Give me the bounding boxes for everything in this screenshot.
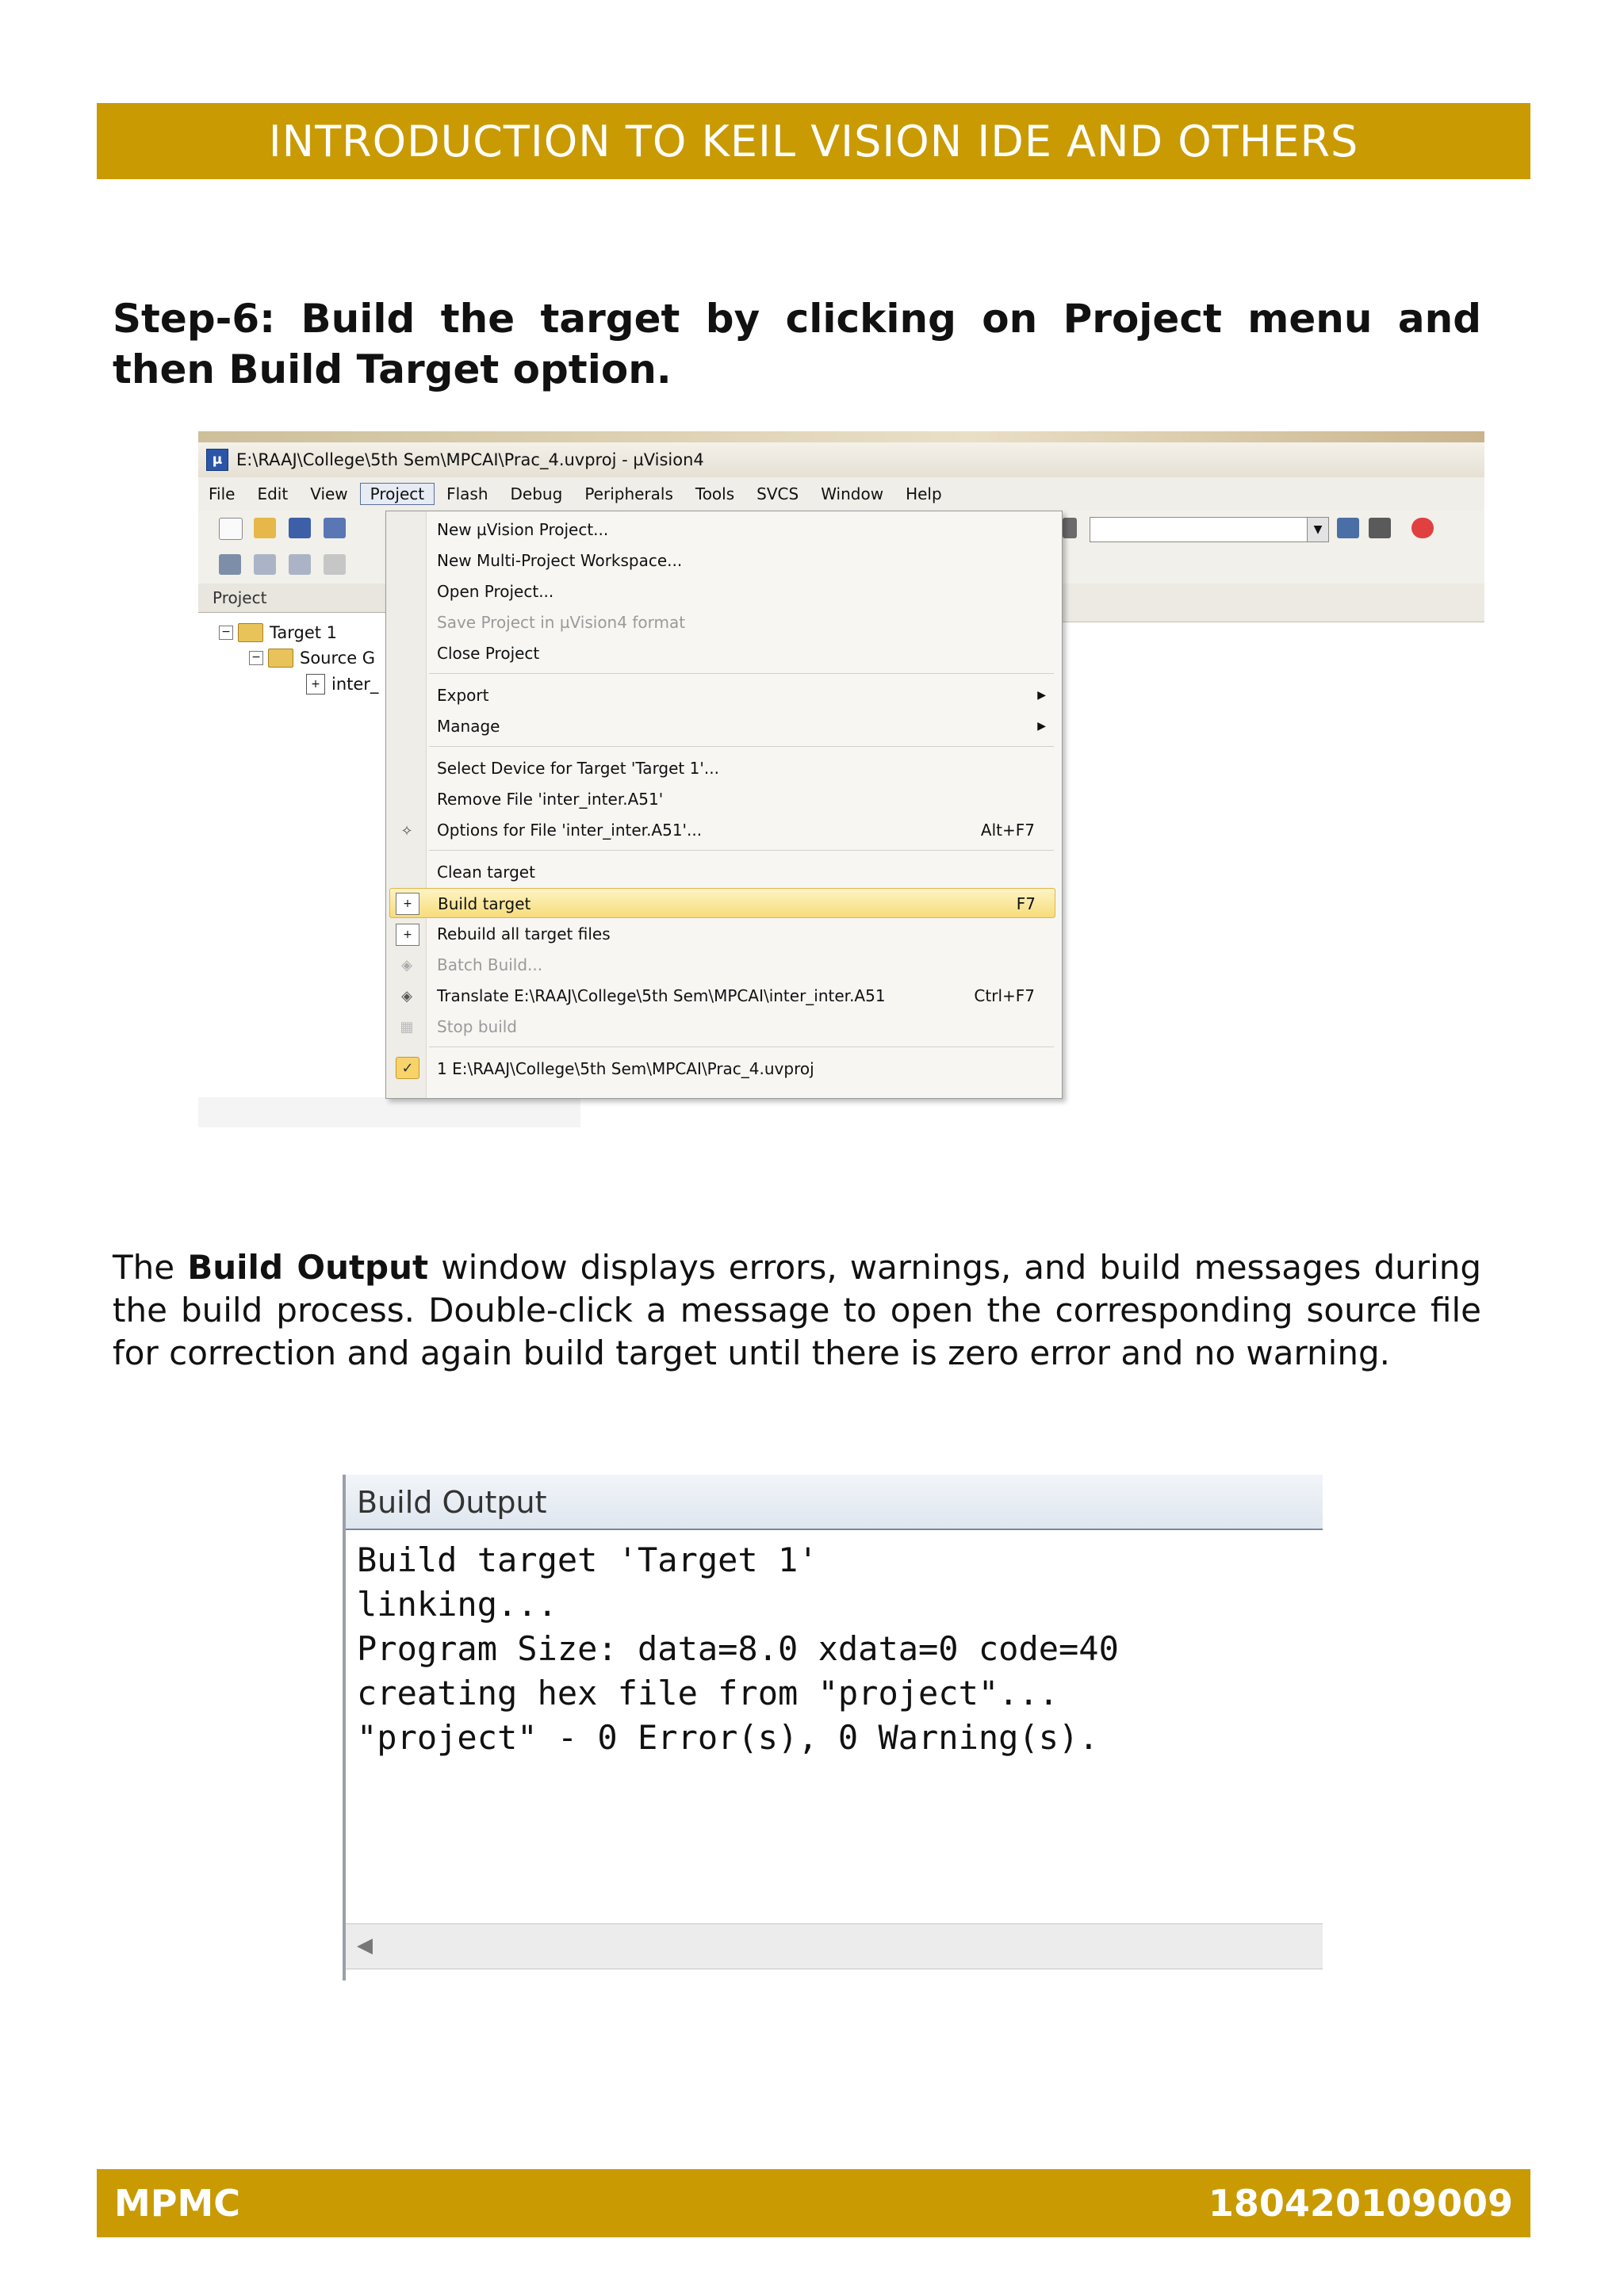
menu-help[interactable]: Help: [906, 484, 942, 503]
uvision-screenshot: [198, 431, 1484, 1127]
checkmark-icon: ✓: [396, 1057, 419, 1079]
menu-separator: [429, 673, 1054, 674]
log-line[interactable]: creating hex file from "project"...: [357, 1674, 1059, 1712]
translate-icon: ◈: [401, 987, 412, 1004]
shortcut-label: Alt+F7: [980, 821, 1035, 840]
tree-item-source-group[interactable]: [249, 649, 375, 668]
batch-build-icon: ◈: [401, 956, 412, 974]
menu-bar: [198, 477, 1484, 511]
open-folder-icon[interactable]: [254, 518, 276, 538]
stop-build-icon: ▦: [400, 1018, 414, 1035]
build-output-description: The Build Output window displays errors, warnings, and build messages during the build process. Double-click a message to open the corresponding source file for correction and again build target until there is zero error and no warning.: [113, 1248, 1482, 1372]
tree-label: Source G: [300, 649, 376, 668]
collapse-icon[interactable]: −: [249, 651, 263, 665]
log-line[interactable]: Build target 'Target 1': [357, 1540, 818, 1579]
menu-item-build-target[interactable]: Build target F7: [389, 888, 1055, 918]
menu-view[interactable]: View: [310, 484, 348, 503]
menu-item-clean-target[interactable]: Clean target: [437, 863, 535, 882]
log-line[interactable]: "project" - 0 Error(s), 0 Warning(s).: [357, 1718, 1099, 1757]
menu-tools[interactable]: Tools: [695, 484, 735, 503]
rebuild-icon: +: [396, 924, 419, 946]
menu-separator: [429, 746, 1054, 747]
start-debug-icon[interactable]: [1411, 518, 1434, 538]
build-output-log: [357, 1538, 1119, 1760]
menu-window[interactable]: Window: [821, 484, 884, 503]
menu-item-export[interactable]: Export ▶: [429, 680, 1054, 710]
horizontal-scrollbar[interactable]: [346, 1923, 1323, 1969]
build-output-title: Build Output: [346, 1475, 1323, 1530]
menu-item-stop-build: Stop build: [437, 1017, 518, 1036]
project-menu-dropdown: [385, 511, 1063, 1099]
tree-label: inter_: [331, 675, 379, 694]
footer-enrollment-number: 180420109009: [1208, 2182, 1513, 2225]
menu-item-recent-project[interactable]: 1 E:\RAAJ\College\5th Sem\MPCAI\Prac_4.uvproj: [437, 1059, 814, 1078]
menu-item-batch-build: Batch Build...: [437, 955, 543, 974]
step-heading: Step-6: Build the target by clicking on Project menu and then Build Target option.: [113, 296, 1481, 392]
menu-file[interactable]: File: [209, 484, 236, 503]
menu-item-options-for-file[interactable]: Options for File 'inter_inter.A51'... Alt+F7: [429, 815, 1054, 845]
tree-item-target[interactable]: [219, 623, 337, 642]
build-output-term: Build Output: [187, 1248, 429, 1287]
project-panel: [198, 584, 386, 1127]
new-file-icon[interactable]: [219, 518, 243, 540]
options-wand-icon: ✧: [400, 822, 413, 840]
menu-item-open-project[interactable]: Open Project...: [437, 582, 554, 601]
menu-item-new-workspace[interactable]: New Multi-Project Workspace...: [437, 551, 683, 570]
menu-edit[interactable]: Edit: [257, 484, 289, 503]
rebuild-icon[interactable]: [289, 554, 311, 575]
menu-item-close-project[interactable]: Close Project: [437, 644, 540, 663]
menu-debug[interactable]: Debug: [510, 484, 563, 503]
save-icon[interactable]: [289, 518, 311, 538]
panel-bottom: [198, 1097, 580, 1127]
menu-peripherals[interactable]: Peripherals: [584, 484, 673, 503]
debug-settings-icon[interactable]: [1369, 518, 1391, 538]
window-top-strip: [198, 431, 1484, 442]
menu-flash[interactable]: Flash: [446, 484, 488, 503]
footer-subject: MPMC: [114, 2182, 241, 2225]
log-line[interactable]: Program Size: data=8.0 xdata=0 code=40: [357, 1629, 1119, 1668]
shortcut-label: F7: [1016, 894, 1036, 913]
folder-icon: [268, 649, 293, 668]
menu-item-save-project: Save Project in µVision4 format: [437, 613, 686, 632]
build-icon[interactable]: [254, 554, 276, 575]
page-footer: [97, 2169, 1530, 2237]
build-output-window: [343, 1475, 1323, 1980]
chevron-down-icon[interactable]: ▼: [1307, 518, 1328, 541]
project-panel-title: Project: [198, 584, 385, 613]
shortcut-label: Ctrl+F7: [974, 986, 1035, 1005]
submenu-arrow-icon: ▶: [1037, 689, 1046, 702]
window-title: E:\RAAJ\College\5th Sem\MPCAI\Prac_4.uvproj - µVision4: [236, 450, 704, 469]
save-all-icon[interactable]: [324, 518, 346, 538]
menu-svcs[interactable]: SVCS: [756, 484, 799, 503]
asm-file-icon: +: [306, 674, 325, 695]
target-icon: [238, 623, 263, 642]
translate-icon[interactable]: [219, 554, 241, 575]
batch-build-icon[interactable]: [324, 554, 346, 575]
collapse-icon[interactable]: −: [219, 626, 233, 640]
find-in-files-icon[interactable]: [1337, 518, 1359, 538]
page-header: [97, 103, 1530, 179]
uvision-app-icon: µ: [206, 449, 228, 471]
menu-separator: [429, 850, 1054, 851]
tree-label: Target 1: [270, 623, 338, 642]
menu-item-select-device[interactable]: Select Device for Target 'Target 1'...: [437, 759, 719, 778]
menu-item-rebuild-all[interactable]: Rebuild all target files: [437, 924, 611, 943]
toolbar-tool-icon[interactable]: [1063, 518, 1077, 538]
tree-item-file[interactable]: [306, 674, 378, 695]
menu-item-manage[interactable]: Manage ▶: [429, 711, 1054, 741]
find-combo-box[interactable]: [1090, 517, 1329, 542]
page-title: INTRODUCTION TO KEIL VISION IDE AND OTHERS: [268, 116, 1359, 166]
menu-item-remove-file[interactable]: Remove File 'inter_inter.A51': [437, 790, 664, 809]
scroll-left-icon[interactable]: ◀: [357, 1934, 373, 1957]
log-line[interactable]: linking...: [357, 1585, 557, 1624]
menu-project[interactable]: Project: [360, 483, 435, 505]
menu-icon-gutter: [386, 511, 427, 1098]
build-icon: +: [396, 893, 419, 915]
submenu-arrow-icon: ▶: [1037, 720, 1046, 733]
window-titlebar: [198, 442, 1484, 478]
menu-item-translate[interactable]: Translate E:\RAAJ\College\5th Sem\MPCAI\inter_inter.A51 Ctrl+F7: [429, 981, 1054, 1011]
menu-item-new-project[interactable]: New µVision Project...: [437, 520, 609, 539]
